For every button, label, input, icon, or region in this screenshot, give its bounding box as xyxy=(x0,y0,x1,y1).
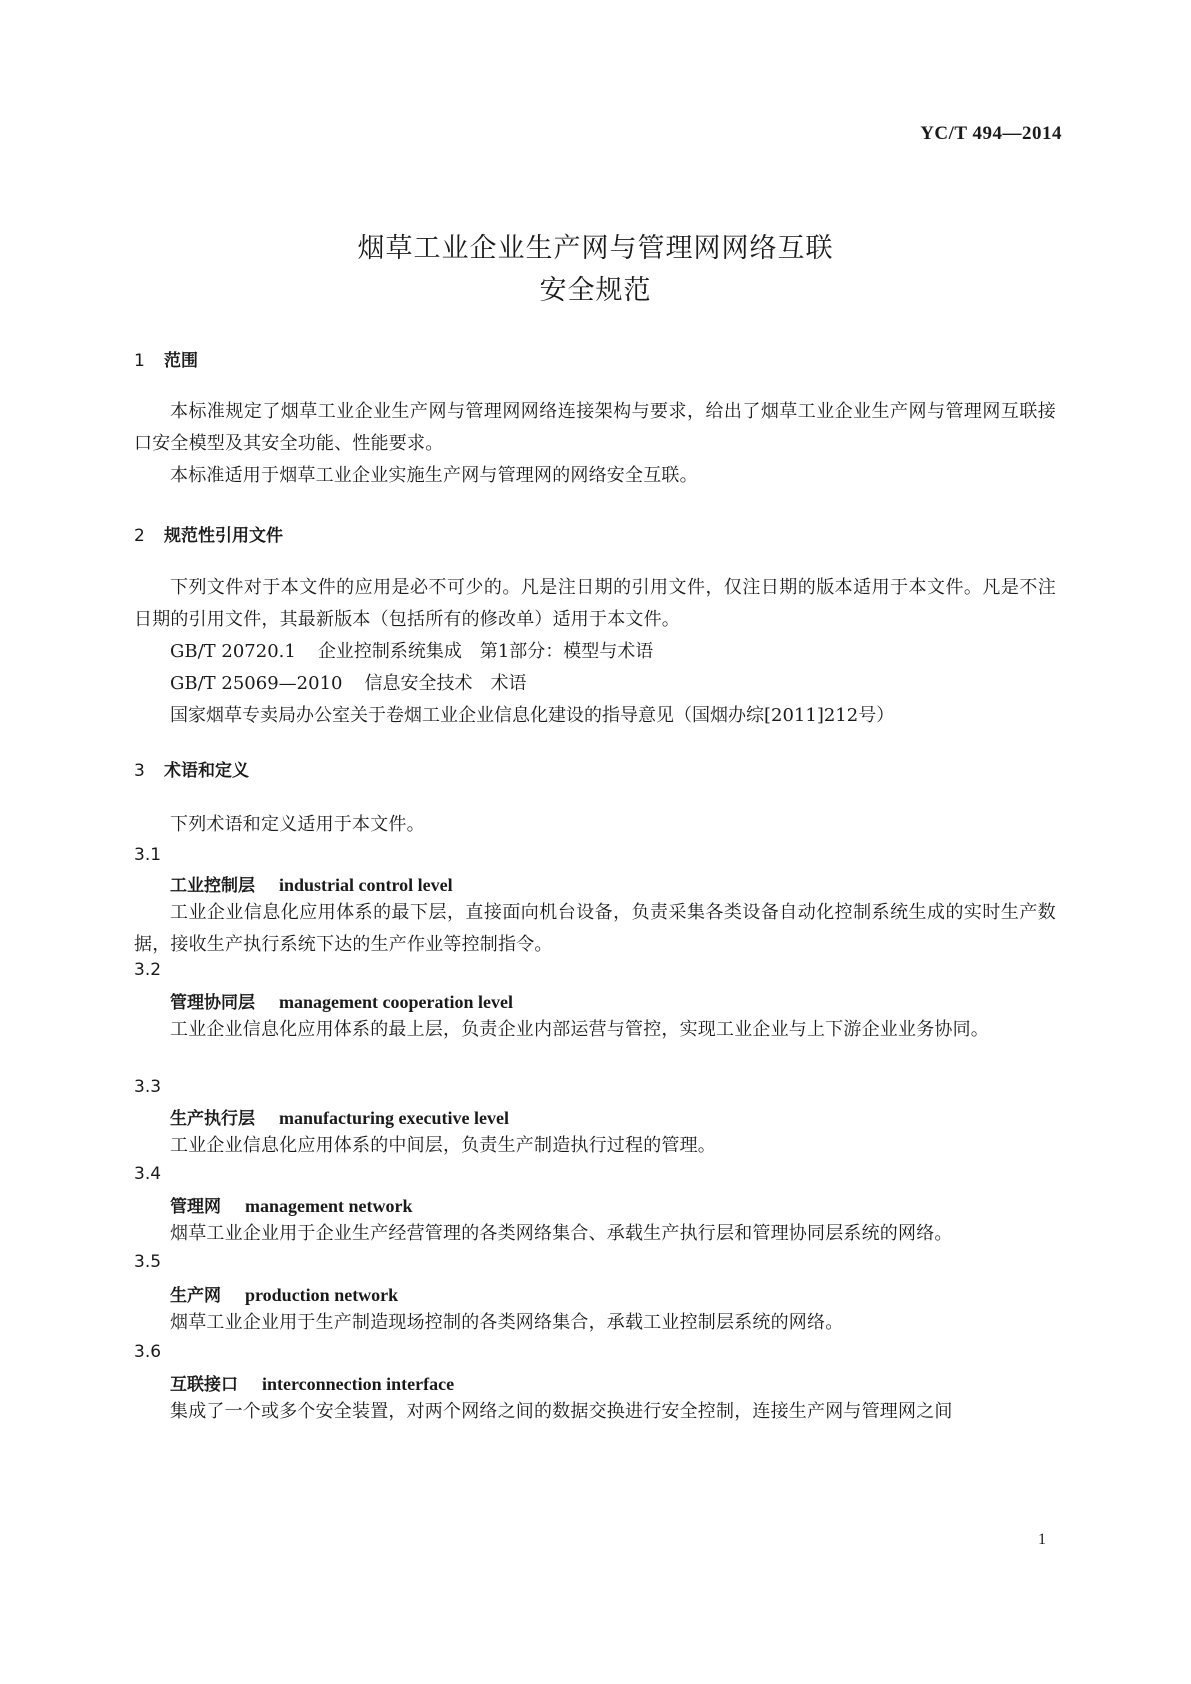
section-1-paragraph-1: 本标准规定了烟草工业企业生产网与管理网网络连接架构与要求，给出了烟草工业企业生产网与管理网互联接口安全模型及其安全功能、性能要求。 xyxy=(134,401,1056,454)
section-1-paragraph-2: 本标准适用于烟草工业企业实施生产网与管理网的网络安全互联。 xyxy=(170,465,698,486)
term-definition: 烟草工业企业用于企业生产经营管理的各类网络集合、承载生产执行层和管理协同层系统的网络。 xyxy=(170,1223,953,1244)
section-2-paragraph: 下列文件对于本文件的应用是必不可少的。凡是注日期的引用文件，仅注日期的版本适用于本文件。凡是不注日期的引用文件，其最新版本（包括所有的修改单）适用于本文件。 xyxy=(134,577,1056,630)
section-3-heading: 3 术语和定义 xyxy=(134,761,249,781)
page-number: 1 xyxy=(1038,1531,1046,1548)
term-title: 工业控制层 industrial control level xyxy=(170,875,453,896)
standard-code: YC/T 494—2014 xyxy=(920,123,1062,144)
term-number: 3.5 xyxy=(134,1252,162,1272)
term-number: 3.4 xyxy=(134,1164,162,1184)
term-title: 管理协同层 management cooperation level xyxy=(170,992,513,1013)
term-definition: 集成了一个或多个安全装置，对两个网络之间的数据交换进行安全控制，连接生产网与管理网之间 xyxy=(170,1401,953,1422)
term-title: 管理网 management network xyxy=(170,1196,413,1217)
section-1-heading: 1 范围 xyxy=(134,351,198,371)
title-line-1: 烟草工业企业生产网与管理网网络互联 xyxy=(357,233,834,264)
term-number: 3.2 xyxy=(134,960,162,980)
section-3-intro: 下列术语和定义适用于本文件。 xyxy=(170,814,425,835)
reference-item: 国家烟草专卖局办公室关于卷烟工业企业信息化建设的指导意见（国烟办综[2011]212号） xyxy=(170,705,895,726)
term-definition: 工业企业信息化应用体系的最上层，负责企业内部运营与管控，实现工业企业与上下游企业业务协同。 xyxy=(170,1019,989,1040)
term-title: 生产网 production network xyxy=(170,1285,399,1306)
reference-item: GB/T 25069—2010 信息安全技术 术语 xyxy=(170,673,527,694)
term-number: 3.6 xyxy=(134,1342,162,1362)
section-2-heading: 2 规范性引用文件 xyxy=(134,526,283,546)
term-definition: 烟草工业企业用于生产制造现场控制的各类网络集合，承载工业控制层系统的网络。 xyxy=(170,1312,844,1333)
term-number: 3.3 xyxy=(134,1077,162,1097)
term-definition: 工业企业信息化应用体系的中间层，负责生产制造执行过程的管理。 xyxy=(170,1135,716,1156)
term-number: 3.1 xyxy=(134,845,162,865)
title-line-2: 安全规范 xyxy=(539,275,652,306)
term-title: 生产执行层 manufacturing executive level xyxy=(170,1108,509,1129)
term-definition: 工业企业信息化应用体系的最下层，直接面向机台设备，负责采集各类设备自动化控制系统生成的实时生产数据，接收生产执行系统下达的生产作业等控制指令。 xyxy=(134,902,1056,955)
term-title: 互联接口 interconnection interface xyxy=(170,1374,455,1395)
reference-item: GB/T 20720.1 企业控制系统集成 第1部分：模型与术语 xyxy=(170,641,654,662)
